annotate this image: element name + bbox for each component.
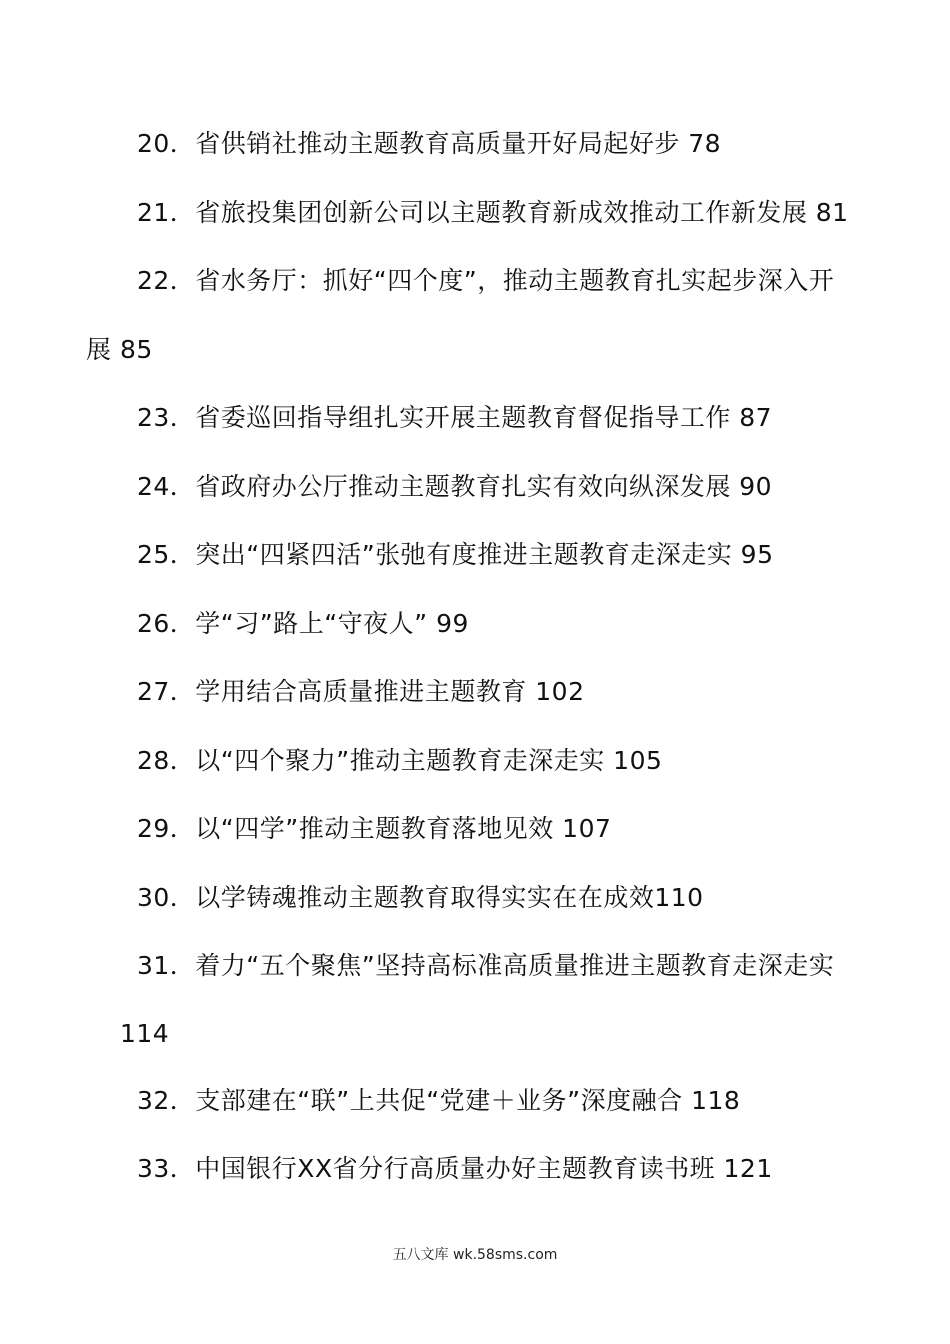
toc-entry-33: 33．中国银行XX省分行高质量办好主题教育读书班 121: [137, 1154, 773, 1183]
toc-entry-22: 22．省水务厅：抓好“四个度”，推动主题教育扎实起步深入开: [137, 266, 835, 295]
toc-entry-28: 28．以“四个聚力”推动主题教育走深走实 105: [137, 746, 663, 775]
toc-entry-20: 20．省供销社推动主题教育高质量开好局起好步 78: [137, 129, 722, 158]
toc-entry-30: 30．以学铸魂推动主题教育取得实实在在成效110: [137, 883, 704, 912]
toc-entry-29: 29．以“四学”推动主题教育落地见效 107: [137, 814, 612, 843]
toc-entry-22-continued: 展 85: [86, 335, 153, 364]
toc-entry-31: 31．着力“五个聚焦”坚持高标准高质量推进主题教育走深走实: [137, 951, 835, 980]
toc-entry-26: 26．学“习”路上“守夜人” 99: [137, 609, 469, 638]
toc-entry-31-continued: 114: [120, 1019, 170, 1048]
toc-entry-25: 25．突出“四紧四活”张弛有度推进主题教育走深走实 95: [137, 540, 774, 569]
toc-entry-24: 24．省政府办公厅推动主题教育扎实有效向纵深发展 90: [137, 472, 773, 501]
toc-entry-27: 27．学用结合高质量推进主题教育 102: [137, 677, 585, 706]
toc-entry-21: 21．省旅投集团创新公司以主题教育新成效推动工作新发展 81: [137, 198, 849, 227]
toc-entry-23: 23．省委巡回指导组扎实开展主题教育督促指导工作 87: [137, 403, 773, 432]
page-footer: 五八文库 wk.58sms.com: [392, 1247, 558, 1263]
toc-entry-32: 32．支部建在“联”上共促“党建＋业务”深度融合 118: [137, 1086, 741, 1115]
